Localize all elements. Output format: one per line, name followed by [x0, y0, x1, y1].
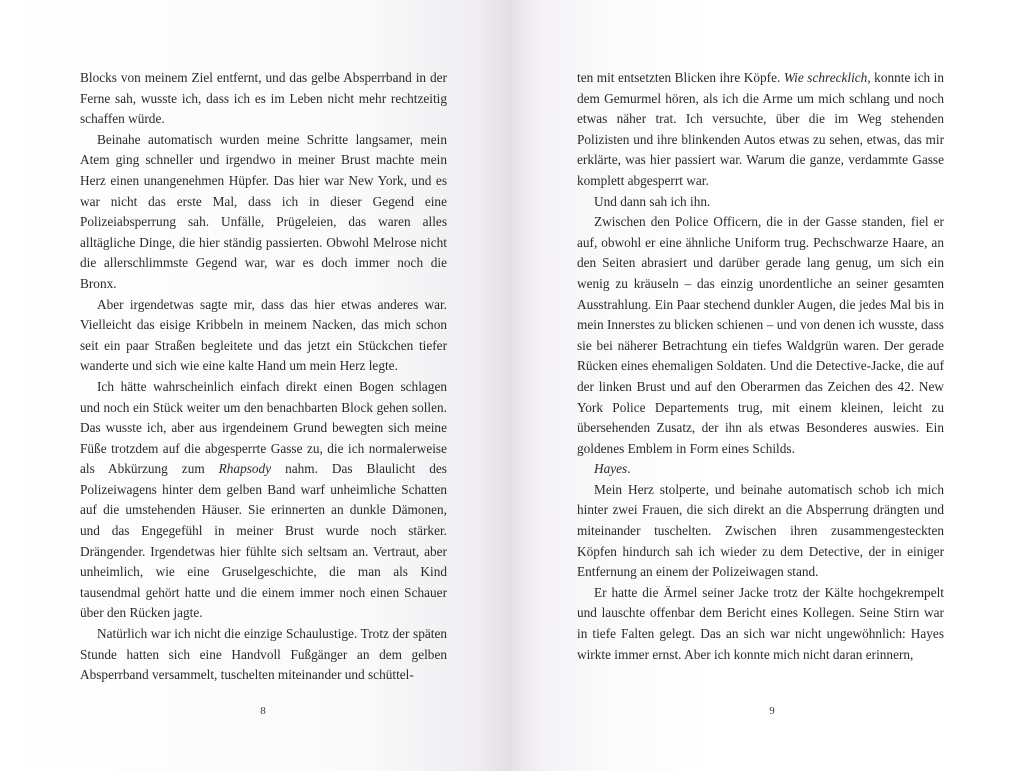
- text-run: Mein Herz stolperte, und beinahe automatisch schob ich mich hinter zwei Frauen, die sich direkt an die Absperrung drängten und miteinander tuschelten. Zwischen ihren zusammengesteckten Köpfen hindurch sah ich wieder zu dem Detective, der in einiger Entfernung an einem der Polizeiwagen stand.: [577, 481, 944, 580]
- text-run: nahm. Das Blaulicht des Polizeiwagens hinter dem gelben Band warf unheimliche Schatten auf die umstehenden Häuser. Sie erinnerten an dunkle Dämonen, und das Engegefühl in meiner Brust wurde noch stärker. Drängender. Irgendetwas hier fühlte sich seltsam an. Vertraut, aber unheimlich, wie eine Gruselgeschichte, die man als Kind tausendmal gehört hatte und die einem immer noch einen Schauer über den Rücken jagte.: [80, 461, 447, 621]
- paragraph: [80, 130, 447, 295]
- text-run: Beinahe automatisch wurden meine Schritte langsamer, mein Atem ging schneller und irgendwo in meiner Brust machte mein Herz einen unangenehmen Hüpfer. Das hier war New York, und es war nicht das erste Mal, dass ich in dieser Gegend eine Polizeiabsperrung sah. Unfälle, Prügeleien, das waren alles alltägliche Dinge, die hier ständig passierten. Obwohl Melrose nicht die allerschlimmste Gegend war, war es doch immer noch die Bronx.: [80, 131, 447, 291]
- text-run: ten mit entsetzten Blicken ihre Köpfe.: [577, 70, 784, 85]
- paragraph: [577, 459, 944, 480]
- text-run: Zwischen den Police Officern, die in der Gasse standen, fiel er auf, obwohl er eine ähnliche Uniform trug. Pechschwarze Haare, an den Seiten abrasiert und darüber gerade lang genug, um sich ein wenig zu kräuseln – das einzig unordentliche an seiner gesamten Ausstrahlung. Ein Paar stechend dunkler Augen, die jedes Mal bis in mein Innerstes zu blicken schienen – und von denen ich wusste, dass sie bei näherer Betrachtung ein tiefes Waldgrün waren. Der gerade Rücken eines ehemaligen Soldaten. Und die Detective-Jacke, die auf der linken Brust und auf den Oberarmen das Zeichen des 42. New York Police Departements trug, mit einem kleinen, leicht zu übersehenden Zusatz, der ihn als etwas Besonderes auswies. Ein goldenes Emblem in Form eines Schilds.: [577, 214, 944, 456]
- paragraph: [577, 480, 944, 583]
- left-page-text: [80, 68, 447, 686]
- text-run: .: [627, 461, 631, 477]
- italic-text: Rhapsody: [218, 461, 272, 477]
- right-page-text: [577, 68, 944, 665]
- paragraph: [577, 212, 944, 459]
- paragraph: [80, 624, 447, 686]
- paragraph: [577, 192, 944, 213]
- paragraph: [80, 377, 447, 624]
- paragraph: [80, 295, 447, 377]
- text-run: Er hatte die Ärmel seiner Jacke trotz der Kälte hochgekrempelt und lauschte offenbar dem Bericht eines Kollegen. Seine Stirn war in tiefe Falten gelegt. Das an sich war nicht ungewöhnlich: Hayes wirkte immer ernst. Aber ich konnte mich nicht daran erinnern,: [577, 584, 944, 662]
- text-run: Aber irgendetwas sagte mir, dass das hier etwas anderes war. Vielleicht das eisige Kribbeln in meinem Nacken, das mich schon seit ein paar Straßen begleitete und das jetzt ein Stückchen tiefer wanderte und sich wie eine kalte Hand um mein Herz legte.: [80, 296, 447, 374]
- text-run: Und dann sah ich ihn.: [594, 193, 711, 209]
- text-run: Blocks von meinem Ziel entfernt, und das gelbe Absperrband in der Ferne sah, wusste ich, dass ich es im Leben nicht mehr rechtzeitig schaffen würde.: [80, 70, 447, 127]
- right-page: [512, 0, 1024, 771]
- paragraph: [80, 68, 447, 130]
- italic-text: Hayes: [594, 461, 628, 477]
- text-run: Natürlich war ich nicht die einzige Schaulustige. Trotz der späten Stunde hatten sich eine Handvoll Fußgänger an dem gelben Absperrband versammelt, tuschelten miteinander und schüttel-: [80, 626, 447, 683]
- italic-text: Wie schrecklich: [783, 70, 868, 85]
- paragraph: [577, 68, 944, 192]
- right-page-number: 9: [769, 705, 775, 717]
- text-run: Ich hätte wahrscheinlich einfach direkt einen Bogen schlagen und noch ein Stück weiter um den benachbarten Block gehen sollen. Das wusste ich, aber aus irgendeinem Grund bewegten sich meine Füße trotzdem auf die abgesperrte Gasse zu, die ich normalerweise als Abkürzung zum: [80, 378, 447, 477]
- text-run: , konnte ich in dem Gemurmel hören, als ich die Arme um mich schlang und noch etwas näher trat. Ich versuchte, über die im Weg stehenden Polizisten und ihre blinkenden Autos etwas zu sehen, etwas, das mir erklärte, was hier passiert war. Warum die ganze, verdammte Gasse komplett abgesperrt war.: [577, 70, 944, 188]
- paragraph: [577, 583, 944, 665]
- left-page-number: 8: [260, 705, 266, 717]
